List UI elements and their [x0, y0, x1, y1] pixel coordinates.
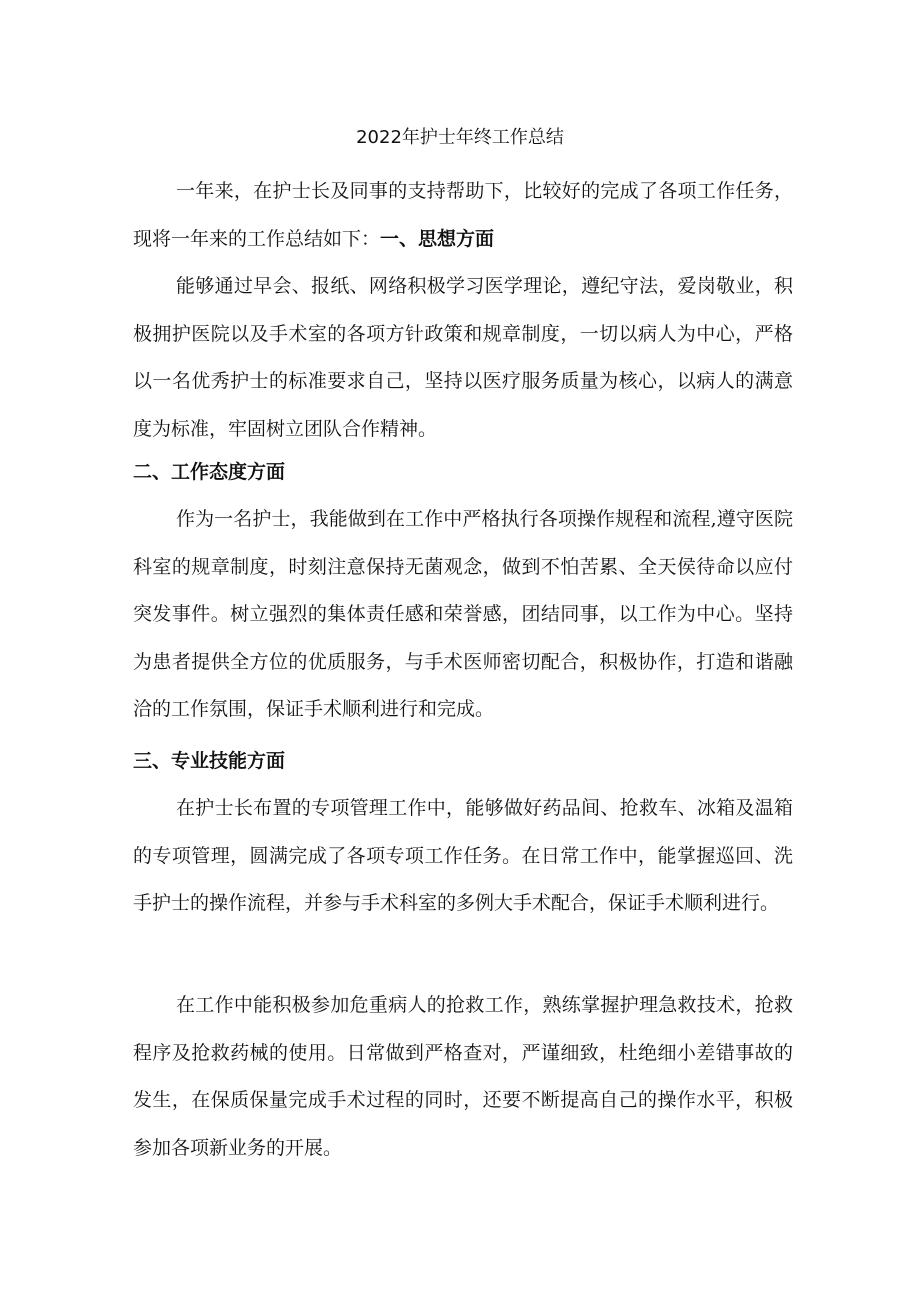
document-title: 2022年护士年终工作总结	[356, 127, 564, 148]
section2-heading: 二、工作态度方面	[133, 461, 286, 483]
section1-paragraph: 能够通过早会、报纸、网络积极学习医学理论，遵纪守法，爱岗敬业，积极拥护医院以及手术室的各项方针政策和规章制度，一切以病人为中心，严格以一名优秀护士的标准要求自己，坚持以医疗服务质量为核心，以病人的满意度为标准，牢固树立团队合作精神。	[133, 275, 793, 440]
section3-paragraph-2: 在工作中能积极参加危重病人的抢救工作，熟练掌握护理急救技术，抢救程序及抢救药械的使用。日常做到严格查对，严谨细致，杜绝细小差错事故的发生，在保质保量完成手术过程的同时，还要不断提高自己的操作水平，积极参加各项新业务的开展。	[133, 994, 793, 1159]
section2-paragraph: 作为一名护士，我能做到在工作中严格执行各项操作规程和流程,遵守医院科室的规章制度，时刻注意保持无菌观念，做到不怕苦累、全天侯待命以应付突发事件。树立强烈的集体责任感和荣誉感，团结同事，以工作为中心。坚持为患者提供全方位的优质服务，与手术医师密切配合，积极协作，打造和谐融洽的工作氛围，保证手术顺利进行和完成。	[133, 508, 793, 720]
intro-text: 一年来，在护士长及同事的支持帮助下，比较好的完成了各项工作任务，现将一年来的工作总结如下：	[133, 180, 793, 250]
intro-paragraph	[133, 168, 793, 263]
section1-heading: 一、思想方面	[380, 227, 495, 250]
section3-paragraph-1: 在护士长布置的专项管理工作中，能够做好药品间、抢救车、冰箱及温箱的专项管理，圆满完成了各项专项工作任务。在日常工作中，能掌握巡回、洗手护士的操作流程，并参与手术科室的多例大手术配合，保证手术顺利进行。	[133, 797, 793, 914]
section3-heading: 三、专业技能方面	[133, 750, 286, 772]
